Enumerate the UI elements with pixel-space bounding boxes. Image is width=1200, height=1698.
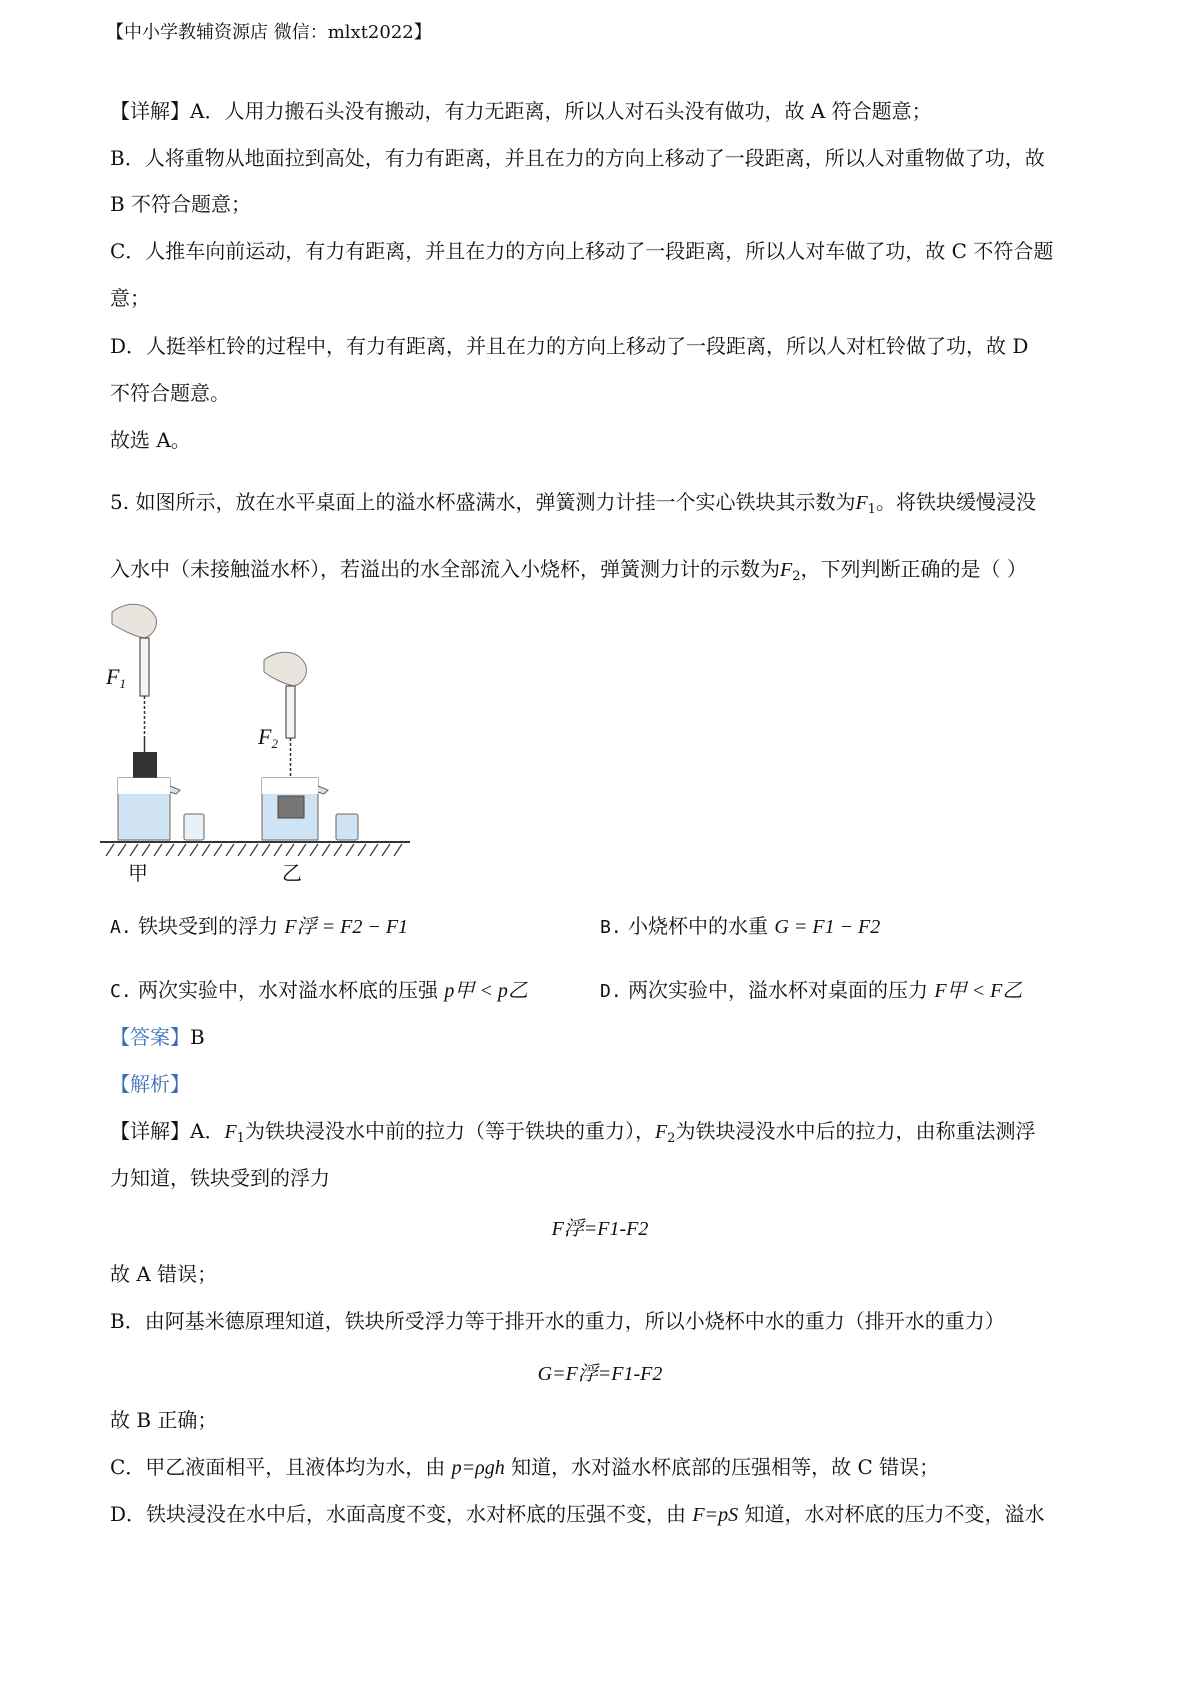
analysis-b-line-1: B．由阿基米德原理知道，铁块所受浮力等于排开水的重力，所以小烧杯中水的重力（排开水的重力） bbox=[110, 1309, 1005, 1333]
iron-block-2 bbox=[278, 796, 304, 818]
figure-label-f1: $F_1$ bbox=[106, 664, 126, 691]
answer-line bbox=[110, 1022, 205, 1052]
analysis-b-formula: G=F浮=F1-F2 bbox=[537, 1363, 663, 1385]
answer-label: 【答案】 bbox=[110, 1025, 190, 1049]
small-beaker-1 bbox=[184, 814, 204, 840]
small-beaker-2 bbox=[336, 814, 358, 840]
cup-2-spout bbox=[318, 786, 328, 794]
spring-scale-1 bbox=[140, 638, 149, 696]
option-a-text: 铁块受到的浮力 bbox=[138, 914, 279, 938]
option-d-label: D. bbox=[600, 981, 622, 1002]
table-hatching bbox=[106, 844, 402, 856]
option-a-formula: F浮 = F2 − F1 bbox=[284, 916, 409, 938]
question-text-1a: 5. 如图所示，放在水平桌面上的溢水杯盛满水，弹簧测力计挂一个实心铁块其示数为 bbox=[110, 490, 856, 514]
analysis-a-formula: F浮=F1-F2 bbox=[551, 1218, 649, 1240]
figure-label-yi: 乙 bbox=[282, 861, 302, 885]
option-b-text: 小烧杯中的水重 bbox=[628, 914, 769, 938]
prev-answer-line-6: D．人挺举杠铃的过程中，有力有距离，并且在力的方向上移动了一段距离，所以人对杠铃做了功，故 D bbox=[110, 334, 1029, 358]
question-sub-1: 1 bbox=[867, 502, 876, 517]
analysis-a-line-2: 力知道，铁块受到的浮力 bbox=[110, 1166, 330, 1190]
option-d bbox=[600, 974, 1022, 1003]
spring-scale-2 bbox=[286, 686, 295, 738]
prev-answer-line-7: 不符合题意。 bbox=[110, 381, 230, 405]
prev-answer-line-3: B 不符合题意； bbox=[110, 192, 252, 216]
question-text-1b: 。将铁块缓慢浸没 bbox=[875, 490, 1036, 514]
question-var-f2: F bbox=[780, 559, 793, 581]
prev-answer-line-1: 【详解】A．人用力搬石头没有搬动，有力无距离，所以人对石头没有做功，故 A 符合题意； bbox=[110, 99, 932, 123]
option-c-label: C. bbox=[110, 981, 132, 1002]
question-sub-2: 2 bbox=[792, 569, 801, 584]
option-c bbox=[110, 974, 528, 1003]
question-text-2a: 入水中（未接触溢水杯），若溢出的水全部流入小烧杯，弹簧测力计的示数为 bbox=[110, 557, 780, 581]
question-var-f1: F bbox=[855, 492, 868, 514]
analysis-label: 【解析】 bbox=[110, 1072, 190, 1096]
question-text-2b: ，下列判断正确的是（ ） bbox=[800, 557, 1027, 581]
option-c-text: 两次实验中，水对溢水杯底的压强 bbox=[138, 978, 439, 1002]
header-watermark: 【中小学教辅资源店 微信：mlxt2022】 bbox=[106, 22, 432, 43]
analysis-d-line-1: D．铁块浸没在水中后，水面高度不变，水对杯底的压强不变，由 F=pS 知道，水对杯底的压力不变，溢水 bbox=[110, 1502, 1045, 1526]
option-a bbox=[110, 910, 408, 939]
prev-answer-line-2: B．人将重物从地面拉到高处，有力有距离，并且在力的方向上移动了一段距离，所以人对重物做了功，故 bbox=[110, 146, 1045, 170]
answer-value: B bbox=[190, 1025, 205, 1049]
option-c-formula: p甲 < p乙 bbox=[444, 980, 528, 1002]
figure-label-jia: 甲 bbox=[128, 861, 148, 885]
cup-1-top-air bbox=[118, 778, 170, 794]
cup-2-top-air bbox=[262, 778, 318, 794]
option-d-formula: F甲 < F乙 bbox=[934, 980, 1023, 1002]
analysis-c-line-1: C．甲乙液面相平，且液体均为水，由 p=ρgh 知道，水对溢水杯底部的压强相等，故 C 错误； bbox=[110, 1455, 940, 1479]
prev-answer-line-8: 故选 A。 bbox=[110, 428, 191, 452]
option-b-formula: G = F1 − F2 bbox=[774, 916, 881, 938]
analysis-b-conclusion: 故 B 正确； bbox=[110, 1408, 218, 1432]
analysis-a-line-1: 【详解】A．$F_1$为铁块浸没水中前的拉力（等于铁块的重力），$F_2$为铁块浸没水中后的拉力，由称重法测浮 bbox=[110, 1119, 1036, 1146]
prev-answer-line-4: C．人推车向前运动，有力有距离，并且在力的方向上移动了一段距离，所以人对车做了功，故 C 不符合题 bbox=[110, 239, 1054, 263]
iron-block-1 bbox=[133, 752, 157, 778]
cup-1-spout bbox=[170, 786, 180, 794]
question-line-2 bbox=[110, 554, 1027, 592]
hand-1-icon bbox=[112, 604, 156, 638]
question-line-1 bbox=[110, 487, 1036, 525]
option-a-label: A. bbox=[110, 917, 132, 938]
analysis-a-conclusion: 故 A 错误； bbox=[110, 1262, 218, 1286]
prev-answer-line-5: 意； bbox=[110, 286, 150, 310]
figure-label-f2: $F_2$ bbox=[258, 724, 278, 751]
option-d-text: 两次实验中，溢水杯对桌面的压力 bbox=[628, 978, 929, 1002]
hand-2-icon bbox=[264, 652, 306, 686]
option-b bbox=[600, 910, 880, 939]
option-b-label: B. bbox=[600, 917, 622, 938]
